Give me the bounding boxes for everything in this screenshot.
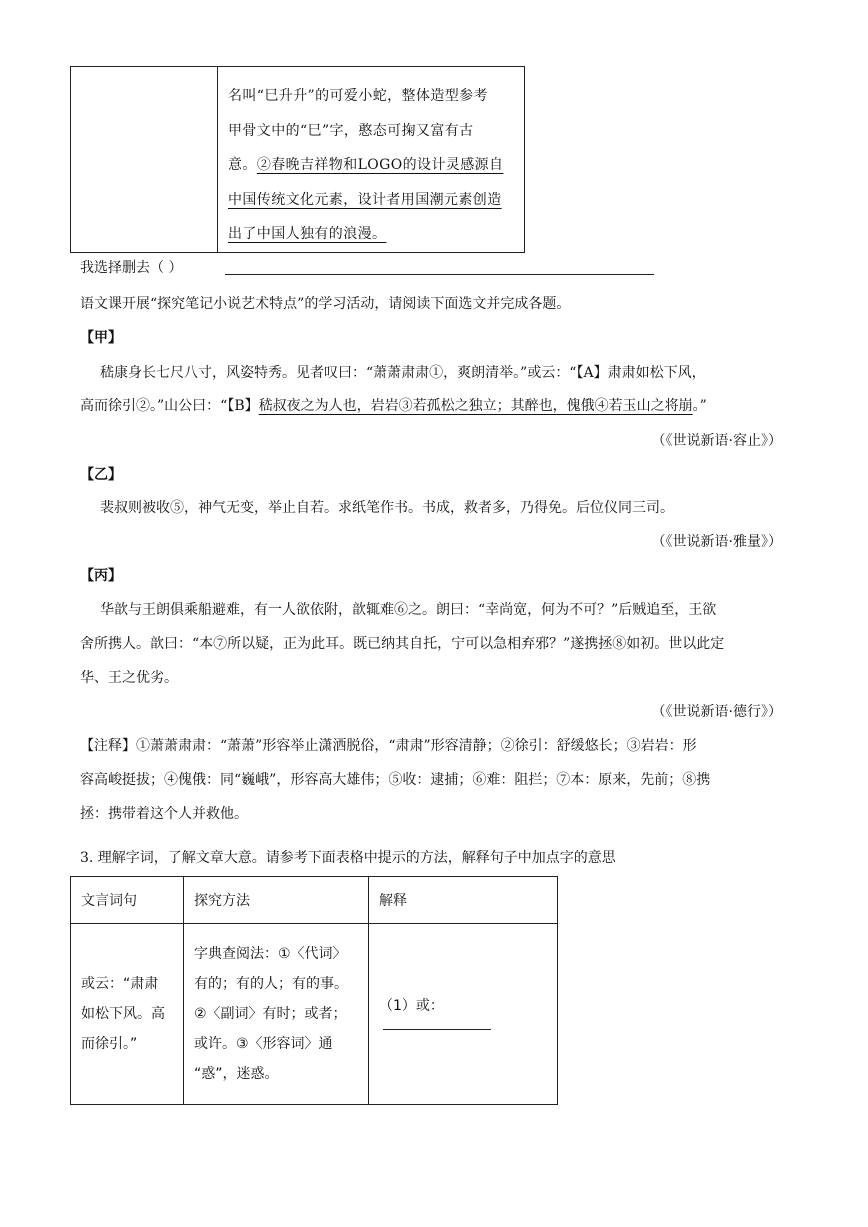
- bing-line-1: 华歆与王朗俱乘船避难，有一人欲依附，歆辄难⑥之。朗曰：“幸尚宽，何为不可？”后贼追至，王欲: [100, 602, 717, 618]
- bing-source: （《世说新语·德行》）: [651, 704, 782, 720]
- intro-text: 语文课开展“探究笔记小说艺术特点”的学习活动，请阅读下面选文并完成各题。: [80, 296, 571, 312]
- header-method: 探究方法: [184, 877, 369, 924]
- header-explain: 解释: [369, 877, 558, 924]
- wenyan-line-1: 或云：“肃肃: [81, 976, 159, 992]
- answer-line[interactable]: [225, 274, 654, 275]
- cell-explain: [369, 924, 558, 1105]
- wenyan-line-3: 而徐引。”: [81, 1036, 138, 1052]
- top-underlined-1: ②春晚吉祥物和LOGO的设计灵感源自: [256, 157, 504, 173]
- bing-line-2: 舍所携人。歆曰：“本⑦所以疑，正为此耳。既已纳其自托，宁可以急相弃邪？”遂携拯⑧如初。世以此定: [80, 636, 725, 652]
- top-underlined-2: 中国传统文化元素，设计者用国潮元素创造: [228, 191, 502, 208]
- cell-method: [184, 924, 369, 1105]
- label-jia: 【甲】: [80, 330, 122, 346]
- explain-answer-blank[interactable]: [383, 1015, 491, 1030]
- jia-line-2: 高而徐引②。”山公曰：“【B】嵇叔夜之为人也，岩岩③若孤松之独立；其醉也，傀俄④若玉山之将崩。”: [80, 398, 707, 414]
- yi-source: （《世说新语·雅量》）: [651, 534, 782, 550]
- method-line-4: 或许。③〈形容词〉通: [194, 1036, 333, 1052]
- jia-line-1: 嵇康身长七尺八寸，风姿特秀。见者叹曰：“萧萧肃肃①，爽朗清举。”或云：“【A】肃肃如松下风，: [100, 365, 706, 381]
- wenyan-line-2: 如松下风。高: [81, 1006, 165, 1022]
- question-3: 3. 理解字词，了解文章大意。请参考下面表格中提示的方法，解释句子中加点字的意思: [80, 850, 616, 866]
- method-line-3: ②〈副词〉有时；或者；: [194, 1006, 347, 1022]
- jia-source: （《世说新语·容止》）: [651, 433, 782, 449]
- top-table: [70, 66, 525, 253]
- header-wenyan: 文言词句: [71, 877, 184, 924]
- notes-line-3: 拯：携带着这个人并救他。: [80, 806, 248, 822]
- notes-line-1: 【注释】①萧萧肃肃：“萧萧”形容举止潇洒脱俗，“肃肃”形容清静；②徐引：舒缓悠长；③岩岩：形: [80, 738, 697, 754]
- notes-line-2: 容高峻挺拔；④傀俄：同“巍峨”，形容高大雄伟；⑤收：逮捕；⑥难：阻拦；⑦本：原来，先前；⑧携: [80, 772, 711, 788]
- yi-line-1: 裴叔则被收⑤，神气无变，举止自若。求纸笔作书。书成，救者多，乃得免。后位仪同三司。: [100, 500, 674, 516]
- bing-line-3: 华、王之优劣。: [80, 670, 178, 686]
- method-line-1: 字典查阅法：①〈代词〉: [194, 946, 347, 962]
- label-bing: 【丙】: [80, 568, 122, 584]
- top-line-2: 甲骨文中的“巳”字，憨态可掬又富有古: [228, 122, 474, 139]
- label-yi: 【乙】: [80, 467, 122, 483]
- top-underlined-3: 出了中国人独有的浪漫。: [228, 226, 387, 242]
- delete-prompt: 我选择删去（ ）: [80, 260, 183, 276]
- cell-wenyan: [71, 924, 184, 1105]
- top-table-right-cell: [218, 67, 525, 253]
- top-table-left-cell: [71, 67, 218, 253]
- top-line-1: 名叫“巳升升”的可爱小蛇，整体造型参考: [228, 88, 488, 104]
- top-line-3: 意。: [228, 157, 257, 173]
- explain-label: （1）或：: [379, 997, 444, 1014]
- top-table-text: [228, 79, 516, 252]
- question-table: [70, 876, 558, 1105]
- method-line-5: “惑”，迷惑。: [194, 1066, 279, 1082]
- jia-underlined: 嵇叔夜之为人也，岩岩③若孤松之独立；其醉也，傀俄④若玉山之将崩: [258, 398, 693, 414]
- method-line-2: 有的；有的人；有的事。: [194, 976, 348, 992]
